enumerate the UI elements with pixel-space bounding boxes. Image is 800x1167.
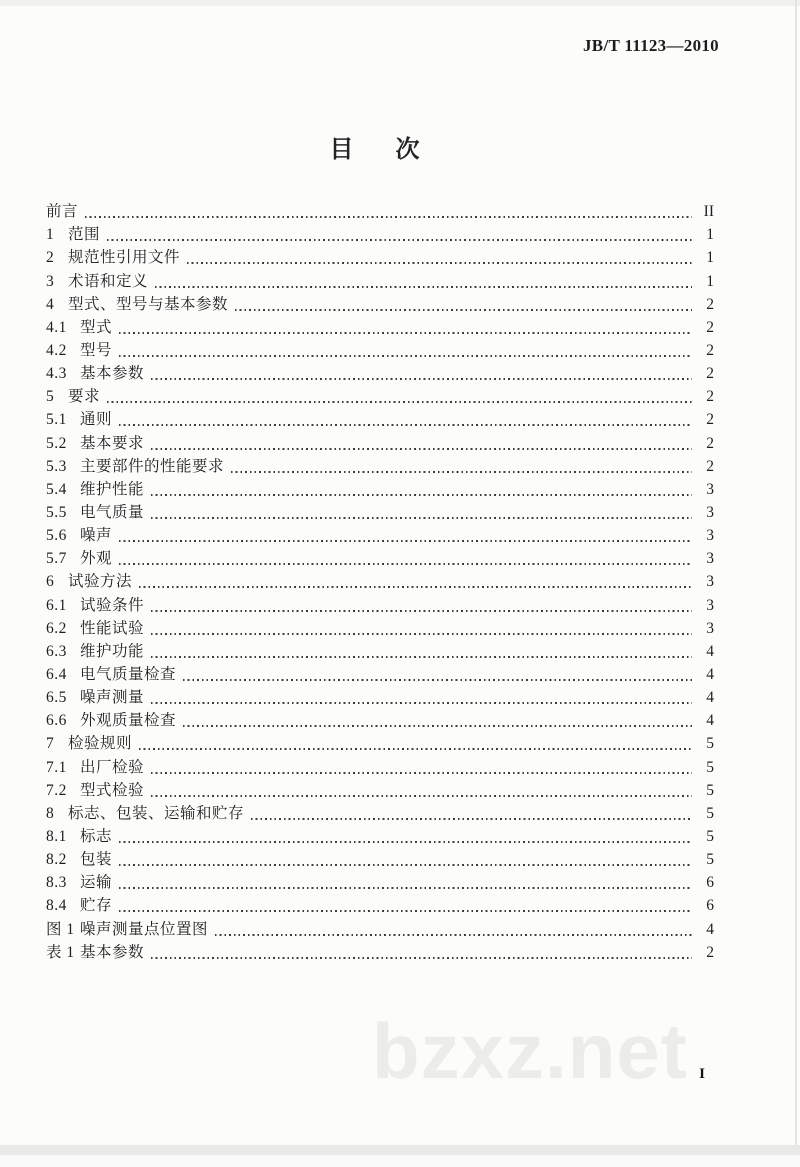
toc-row <box>46 754 714 777</box>
toc-row <box>46 477 714 500</box>
toc-item-number: 8.4 <box>46 897 67 915</box>
toc-item-label: 外观 <box>80 550 113 568</box>
scan-bottom-edge <box>0 1145 800 1155</box>
toc-row <box>46 639 714 662</box>
dot-leader <box>151 633 692 635</box>
dot-leader <box>151 795 692 797</box>
standard-number: JB/T 11123—2010 <box>583 36 719 55</box>
toc-item-number: 2 <box>46 249 55 267</box>
toc-item-number: 5 <box>46 388 55 406</box>
toc-item-number: 6.1 <box>46 596 67 614</box>
toc-item-label: 术语和定义 <box>68 272 149 290</box>
toc-item-page: 3 <box>706 527 714 545</box>
toc-item-number: 3 <box>46 272 55 290</box>
toc-item-page: 2 <box>706 411 714 429</box>
toc-row <box>46 546 714 569</box>
toc-item-number: 5.6 <box>46 527 67 545</box>
dot-leader <box>119 563 692 565</box>
dot-leader <box>151 517 692 519</box>
toc-item-label: 标志 <box>80 827 113 845</box>
toc-row <box>46 523 714 546</box>
toc-item-number: 8 <box>46 804 55 822</box>
toc-row <box>46 916 714 939</box>
toc-item-label: 通则 <box>80 411 113 429</box>
toc-row <box>46 361 714 384</box>
toc-row <box>46 940 714 963</box>
toc-item-number: 5.4 <box>46 480 67 498</box>
toc-row <box>46 778 714 801</box>
dot-leader <box>85 216 692 218</box>
toc-item-page: 5 <box>706 804 714 822</box>
watermark-text: bzxz.net <box>372 1007 688 1095</box>
toc-row <box>46 592 714 615</box>
toc-item-label: 维护功能 <box>80 642 145 660</box>
dot-leader <box>187 262 692 264</box>
toc-item-number: 1 <box>46 226 55 244</box>
toc-item-label: 噪声测量 <box>80 689 145 707</box>
toc-item-page: 3 <box>706 550 714 568</box>
toc-item-page: 4 <box>706 689 714 707</box>
toc-row <box>46 708 714 731</box>
toc-item-number: 图 1 <box>46 920 75 938</box>
dot-leader <box>139 748 692 750</box>
dot-leader <box>151 448 692 450</box>
toc-row <box>46 199 714 222</box>
toc-item-page: 2 <box>706 318 714 336</box>
toc-item-label: 试验方法 <box>68 573 133 591</box>
toc-item-label: 电气质量 <box>80 503 145 521</box>
page-title: 目 次 <box>329 136 429 163</box>
toc-item-page: 2 <box>706 457 714 475</box>
dot-leader <box>151 656 692 658</box>
dot-leader <box>151 957 692 959</box>
toc-item-page: 2 <box>706 365 714 383</box>
dot-leader <box>251 818 692 820</box>
toc-item-number: 4.1 <box>46 318 67 336</box>
dot-leader <box>183 725 692 727</box>
dot-leader <box>231 471 692 473</box>
dot-leader <box>119 887 692 889</box>
toc-row <box>46 569 714 592</box>
toc-item-label: 检验规则 <box>68 735 133 753</box>
toc-item-label: 外观质量检查 <box>80 712 177 730</box>
toc-item-number: 表 1 <box>46 943 75 961</box>
toc-item-number: 6.2 <box>46 619 67 637</box>
toc-item-number: 7.1 <box>46 758 67 776</box>
toc-item-page: 3 <box>706 503 714 521</box>
toc-item-label: 规范性引用文件 <box>68 249 181 267</box>
toc-item-page: 3 <box>706 573 714 591</box>
scan-below-edge <box>0 1155 800 1167</box>
dot-leader <box>107 401 692 403</box>
toc-item-label: 贮存 <box>80 897 113 915</box>
dot-leader <box>119 332 692 334</box>
toc-row <box>46 870 714 893</box>
toc-item-number: 7 <box>46 735 55 753</box>
toc-row <box>46 847 714 870</box>
dot-leader <box>151 772 692 774</box>
toc-item-number: 4.3 <box>46 365 67 383</box>
toc-item-page: 1 <box>706 226 714 244</box>
toc-item-page: 4 <box>706 920 714 938</box>
toc-row <box>46 245 714 268</box>
toc-item-page: 6 <box>706 897 714 915</box>
toc-item-number: 8.3 <box>46 874 67 892</box>
toc-item-page: 5 <box>706 851 714 869</box>
toc-item-label: 运输 <box>80 874 113 892</box>
toc-item-label: 基本参数 <box>80 943 145 961</box>
dot-leader <box>119 841 692 843</box>
dot-leader <box>119 424 692 426</box>
toc-row <box>46 893 714 916</box>
toc-row <box>46 685 714 708</box>
toc-row <box>46 222 714 245</box>
toc-item-page: 4 <box>706 712 714 730</box>
toc-item-page: 5 <box>706 827 714 845</box>
toc-item-label: 型号 <box>80 341 113 359</box>
toc-item-page: 5 <box>706 781 714 799</box>
toc-row <box>46 616 714 639</box>
toc-row <box>46 662 714 685</box>
dot-leader <box>235 309 692 311</box>
toc-row <box>46 407 714 430</box>
toc-item-label: 标志、包装、运输和贮存 <box>68 804 245 822</box>
toc-item-label: 前言 <box>46 203 79 221</box>
toc-item-number: 5.5 <box>46 503 67 521</box>
toc-item-page: II <box>703 203 714 221</box>
toc-row <box>46 454 714 477</box>
toc-item-number: 8.1 <box>46 827 67 845</box>
toc-item-page: 5 <box>706 758 714 776</box>
toc-item-number: 6.6 <box>46 712 67 730</box>
dot-leader <box>139 586 692 588</box>
dot-leader <box>215 934 692 936</box>
toc-item-number: 6.5 <box>46 689 67 707</box>
toc-item-label: 包装 <box>80 851 113 869</box>
toc-item-label: 基本参数 <box>80 365 145 383</box>
toc-item-page: 2 <box>706 388 714 406</box>
dot-leader <box>151 378 692 380</box>
toc-row <box>46 430 714 453</box>
toc-item-label: 型式 <box>80 318 113 336</box>
toc-item-page: 1 <box>706 272 714 290</box>
toc-item-page: 6 <box>706 874 714 892</box>
toc-item-page: 3 <box>706 619 714 637</box>
toc-row <box>46 384 714 407</box>
toc-item-page: 3 <box>706 596 714 614</box>
toc-row <box>46 731 714 754</box>
toc-list <box>46 199 714 963</box>
toc-item-number: 4 <box>46 295 55 313</box>
toc-row <box>46 268 714 291</box>
toc-row <box>46 292 714 315</box>
toc-item-number: 5.1 <box>46 411 67 429</box>
toc-item-number: 5.2 <box>46 434 67 452</box>
toc-item-page: 3 <box>706 480 714 498</box>
scan-right-edge-line <box>795 0 797 1148</box>
dot-leader <box>119 355 692 357</box>
toc-item-page: 2 <box>706 295 714 313</box>
toc-item-label: 型式检验 <box>80 781 145 799</box>
toc-item-number: 6 <box>46 573 55 591</box>
dot-leader <box>183 679 692 681</box>
toc-item-page: 2 <box>706 434 714 452</box>
toc-item-number: 6.3 <box>46 642 67 660</box>
toc-item-number: 4.2 <box>46 341 67 359</box>
toc-item-label: 试验条件 <box>80 596 145 614</box>
dot-leader <box>151 494 692 496</box>
toc-row <box>46 824 714 847</box>
toc-item-number: 5.3 <box>46 457 67 475</box>
toc-item-label: 电气质量检查 <box>80 665 177 683</box>
toc-item-number: 6.4 <box>46 665 67 683</box>
toc-item-label: 维护性能 <box>80 480 145 498</box>
toc-item-label: 基本要求 <box>80 434 145 452</box>
toc-item-label: 性能试验 <box>80 619 145 637</box>
dot-leader <box>107 239 692 241</box>
toc-item-page: 2 <box>706 943 714 961</box>
toc-row <box>46 500 714 523</box>
dot-leader <box>155 286 692 288</box>
toc-item-page: 4 <box>706 665 714 683</box>
toc-item-label: 噪声测量点位置图 <box>80 920 209 938</box>
dot-leader <box>119 910 692 912</box>
dot-leader <box>151 702 692 704</box>
toc-item-page: 2 <box>706 341 714 359</box>
toc-item-label: 噪声 <box>80 527 113 545</box>
toc-item-label: 主要部件的性能要求 <box>80 457 225 475</box>
toc-row <box>46 801 714 824</box>
dot-leader <box>119 540 692 542</box>
toc-item-page: 5 <box>706 735 714 753</box>
toc-item-number: 8.2 <box>46 851 67 869</box>
toc-item-page: 4 <box>706 642 714 660</box>
toc-row <box>46 315 714 338</box>
toc-item-label: 型式、型号与基本参数 <box>68 295 229 313</box>
toc-item-number: 5.7 <box>46 550 67 568</box>
toc-row <box>46 338 714 361</box>
toc-item-number: 7.2 <box>46 781 67 799</box>
toc-item-label: 出厂检验 <box>80 758 145 776</box>
dot-leader <box>119 864 692 866</box>
toc-item-label: 范围 <box>68 226 101 244</box>
scan-top-edge <box>0 0 800 6</box>
dot-leader <box>151 610 692 612</box>
toc-item-page: 1 <box>706 249 714 267</box>
toc-item-label: 要求 <box>68 388 101 406</box>
page-number: I <box>699 1066 705 1082</box>
